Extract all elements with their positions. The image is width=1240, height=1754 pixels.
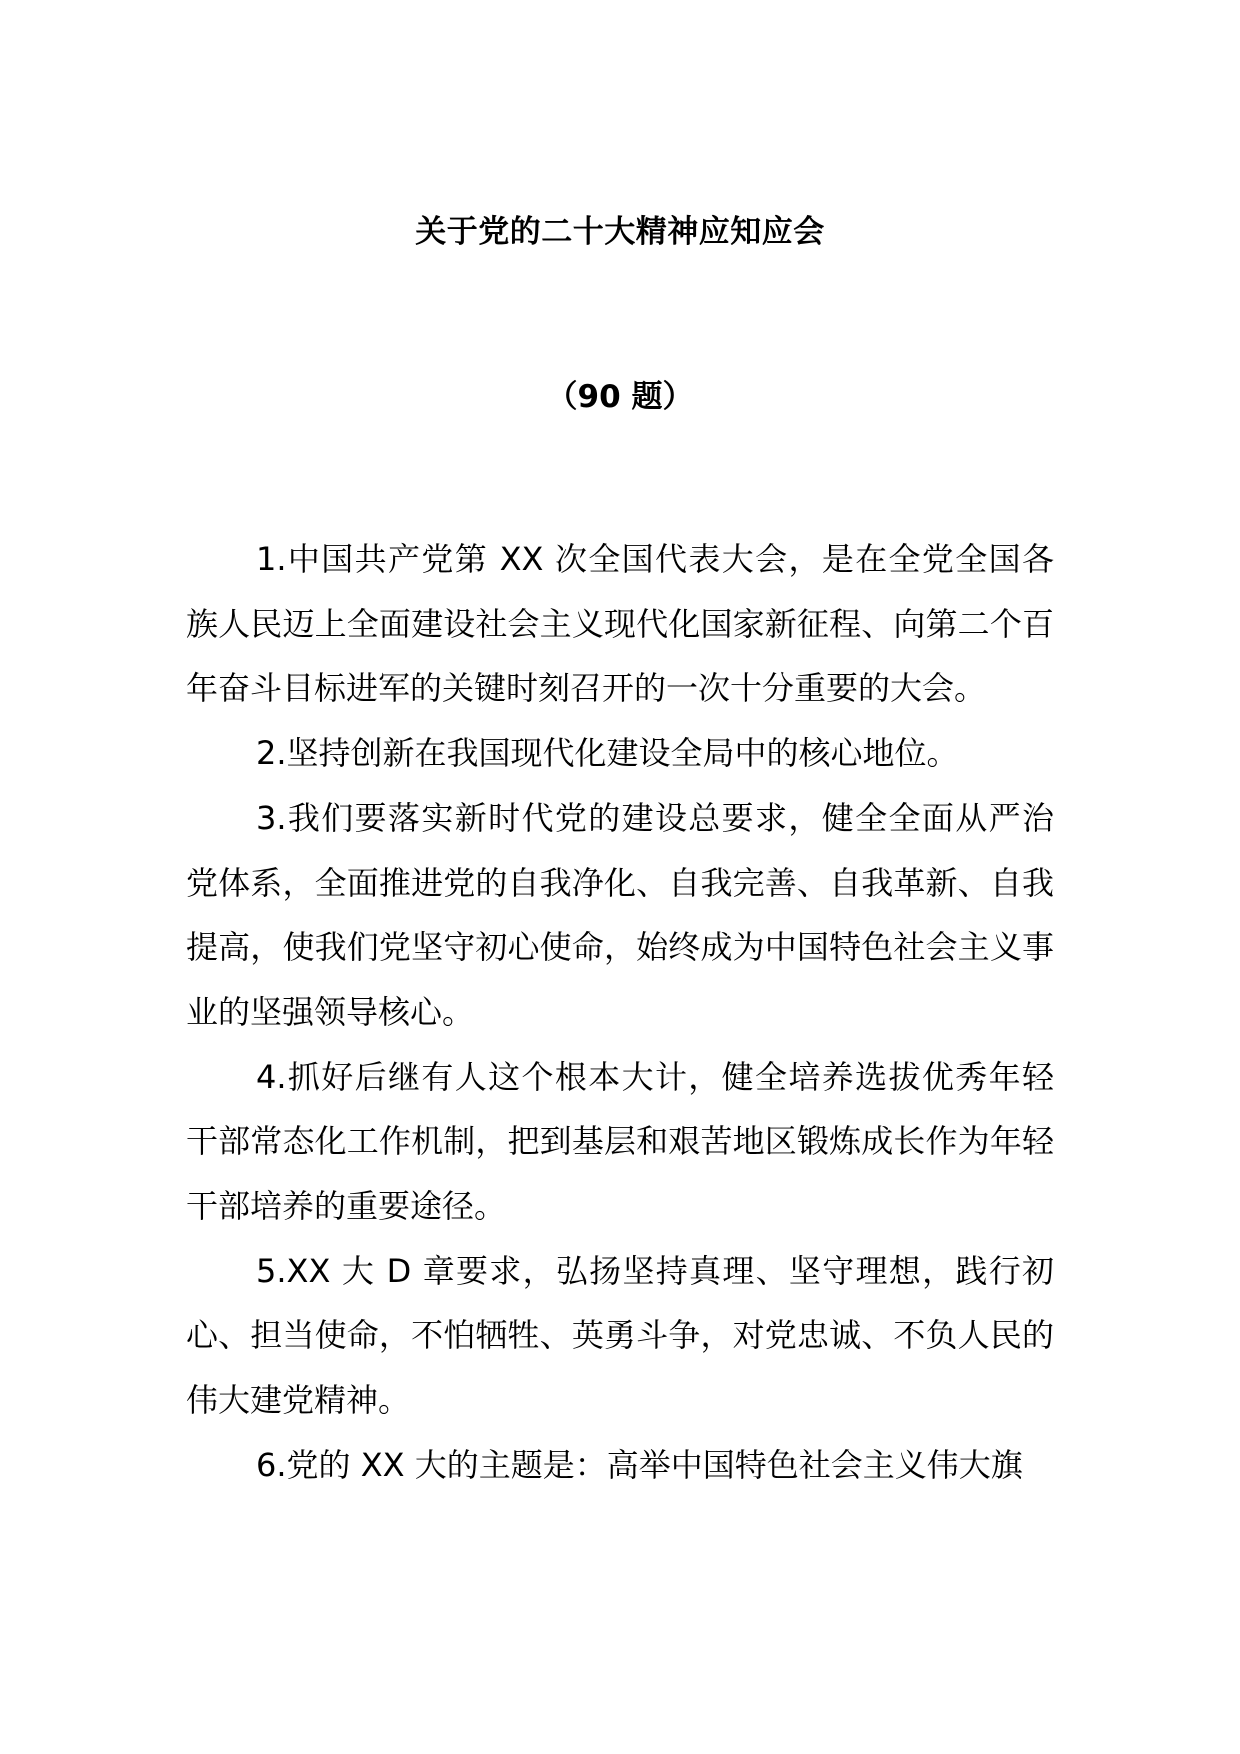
paragraph-4: 4.抓好后继有人这个根本大计，健全培养选拔优秀年轻干部常态化工作机制，把到基层和艰苦地区锻炼成长作为年轻干部培养的重要途径。 — [186, 1057, 1054, 1226]
paragraph-6: 6.党的 XX 大的主题是：高举中国特色社会主义伟大旗 — [256, 1445, 1023, 1484]
paragraph-3: 3.我们要落实新时代党的建设总要求，健全全面从严治党体系，全面推进党的自我净化、自我完善、自我革新、自我提高，使我们党坚守初心使命，始终成为中国特色社会主义事业的坚强领导核心。 — [186, 798, 1054, 1031]
paragraph-2: 2.坚持创新在我国现代化建设全局中的核心地位。 — [256, 734, 959, 773]
paragraph-1: 1.中国共产党第 XX 次全国代表大会，是在全党全国各族人民迈上全面建设社会主义现代化国家新征程、向第二个百年奋斗目标进军的关键时刻召开的一次十分重要的大会。 — [186, 540, 1054, 708]
document-title: 关于党的二十大精神应知应会 — [415, 214, 825, 250]
paragraph-5: 5.XX 大 D 章要求，弘扬坚持真理、坚守理想，践行初心、担当使命，不怕牺牲、英勇斗争，对党忠诚、不负人民的伟大建党精神。 — [186, 1251, 1054, 1420]
document-body — [186, 527, 1054, 1498]
document-subtitle: （90 题） — [546, 379, 694, 415]
